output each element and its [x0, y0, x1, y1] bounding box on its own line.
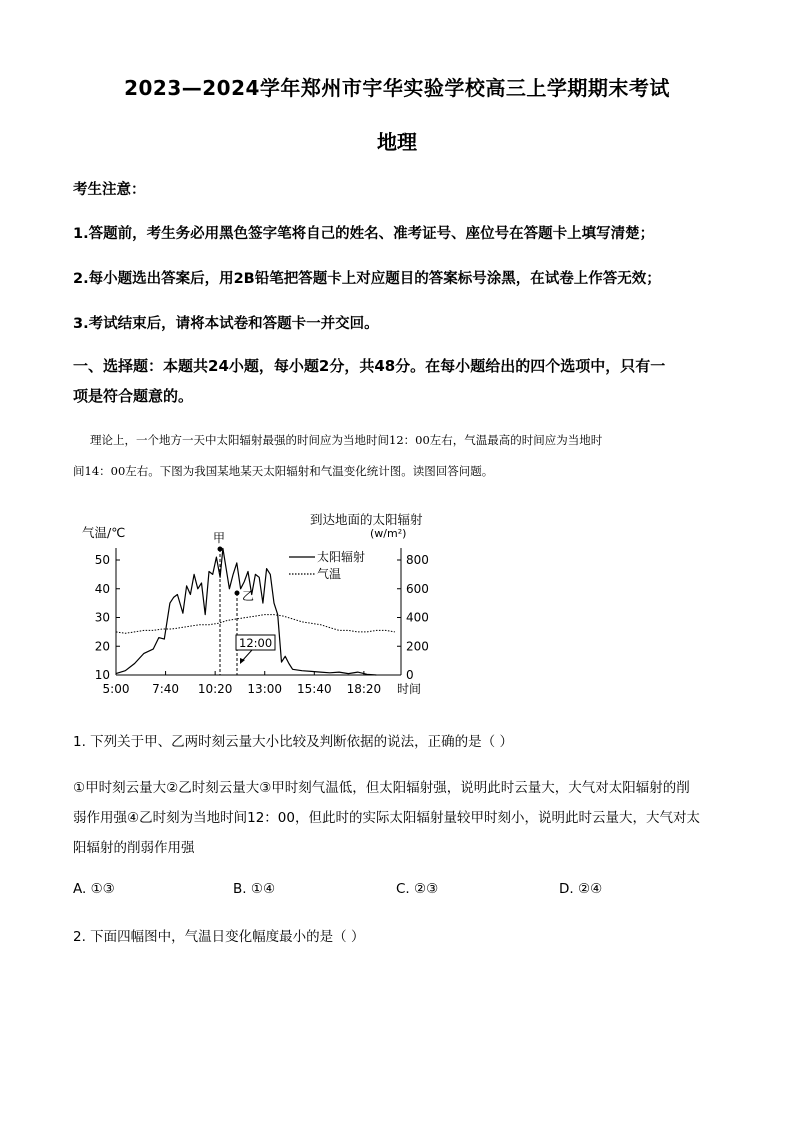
q1-body-line3: 阳辐射的削弱作用强 [73, 840, 195, 856]
q1-option-b[interactable]: B. ①④ [233, 881, 276, 897]
left-tick-label: 50 [94, 553, 110, 567]
jia-label: 甲 [213, 531, 226, 545]
exam-title: 2023—2024学年郑州市宇华实验学校高三上学期期末考试 [124, 76, 670, 100]
x-tick-label: 10:20 [197, 682, 233, 696]
section-heading-line2: 项是符合题意的。 [73, 387, 194, 405]
radiation-temperature-chart [72, 505, 432, 700]
yi-point [235, 591, 240, 596]
exam-subject: 地理 [377, 130, 417, 154]
right-tick-label: 400 [406, 610, 429, 625]
q1-option-c[interactable]: C. ②③ [396, 881, 439, 897]
x-tick-label: 15:40 [297, 682, 332, 696]
x-tick-label: 7:40 [152, 682, 180, 696]
q1-stem: 1. 下列关于甲、乙两时刻云量大小比较及判断依据的说法，正确的是（ ） [73, 734, 513, 750]
legend-radiation-label: 太阳辐射 [317, 550, 366, 564]
annotation-box-label: 12:00 [239, 636, 273, 650]
section-heading-line1: 一、选择题：本题共24小题，每小题2分，共48分。在每小题给出的四个选项中，只有一 [73, 357, 666, 375]
notice-heading: 考生注意： [73, 182, 146, 198]
q1-body-line1: ①甲时刻云量大②乙时刻云量大③甲时刻气温低，但太阳辐射强，说明此时云量大，大气对太阳辐射的削 [73, 780, 690, 796]
temperature-series-line [116, 615, 395, 634]
right-axis-label-line2: (w/m²) [370, 527, 407, 540]
right-tick-label: 600 [406, 581, 429, 596]
left-tick-label: 10 [94, 668, 110, 682]
q1-option-d[interactable]: D. ②④ [559, 881, 603, 897]
q2-stem: 2. 下面四幅图中，气温日变化幅度最小的是（ ） [73, 929, 365, 945]
jia-point [218, 547, 223, 552]
left-axis-label: 气温/℃ [82, 525, 126, 540]
legend-temperature-label: 气温 [317, 567, 342, 581]
q1-option-a[interactable]: A. ①③ [73, 881, 115, 897]
x-tick-label: 18:20 [346, 682, 382, 696]
left-tick-label: 40 [94, 581, 110, 596]
notice-item-1: 1.答题前，考生务必用黑色签字笔将自己的姓名、准考证号、座位号在答题卡上填写清楚； [73, 226, 655, 242]
right-tick-label: 0 [406, 668, 414, 682]
annotation-arrow [242, 650, 252, 661]
notice-item-2: 2.每小题选出答案后，用2B铅笔把答题卡上对应题目的答案标号涂黑，在试卷上作答无效； [73, 271, 661, 287]
intro-line2: 间14：00左右。下图为我国某地某天太阳辐射和气温变化统计图。读图回答问题。 [73, 464, 494, 478]
notice-item-3: 3.考试结束后，请将本试卷和答题卡一并交回。 [73, 316, 379, 332]
x-tick-label: 13:00 [247, 682, 283, 696]
x-axis-label: 时间 [397, 682, 422, 696]
right-tick-label: 800 [406, 553, 429, 567]
left-tick-label: 20 [94, 639, 110, 654]
right-tick-label: 200 [406, 639, 429, 654]
right-axis-label-line1: 到达地面的太阳辐射 [310, 512, 423, 527]
intro-line1: 理论上，一个地方一天中太阳辐射最强的时间应为当地时间12：00左右，气温最高的时间应为当地时 [90, 433, 603, 447]
left-tick-label: 30 [94, 610, 110, 625]
yi-label: 乙 [242, 589, 255, 603]
q1-body-line2: 弱作用强④乙时刻为当地时间12：00，但此时的实际太阳辐射量较甲时刻小，说明此时云量大，大气对太 [73, 810, 700, 826]
x-tick-label: 5:00 [102, 682, 130, 696]
